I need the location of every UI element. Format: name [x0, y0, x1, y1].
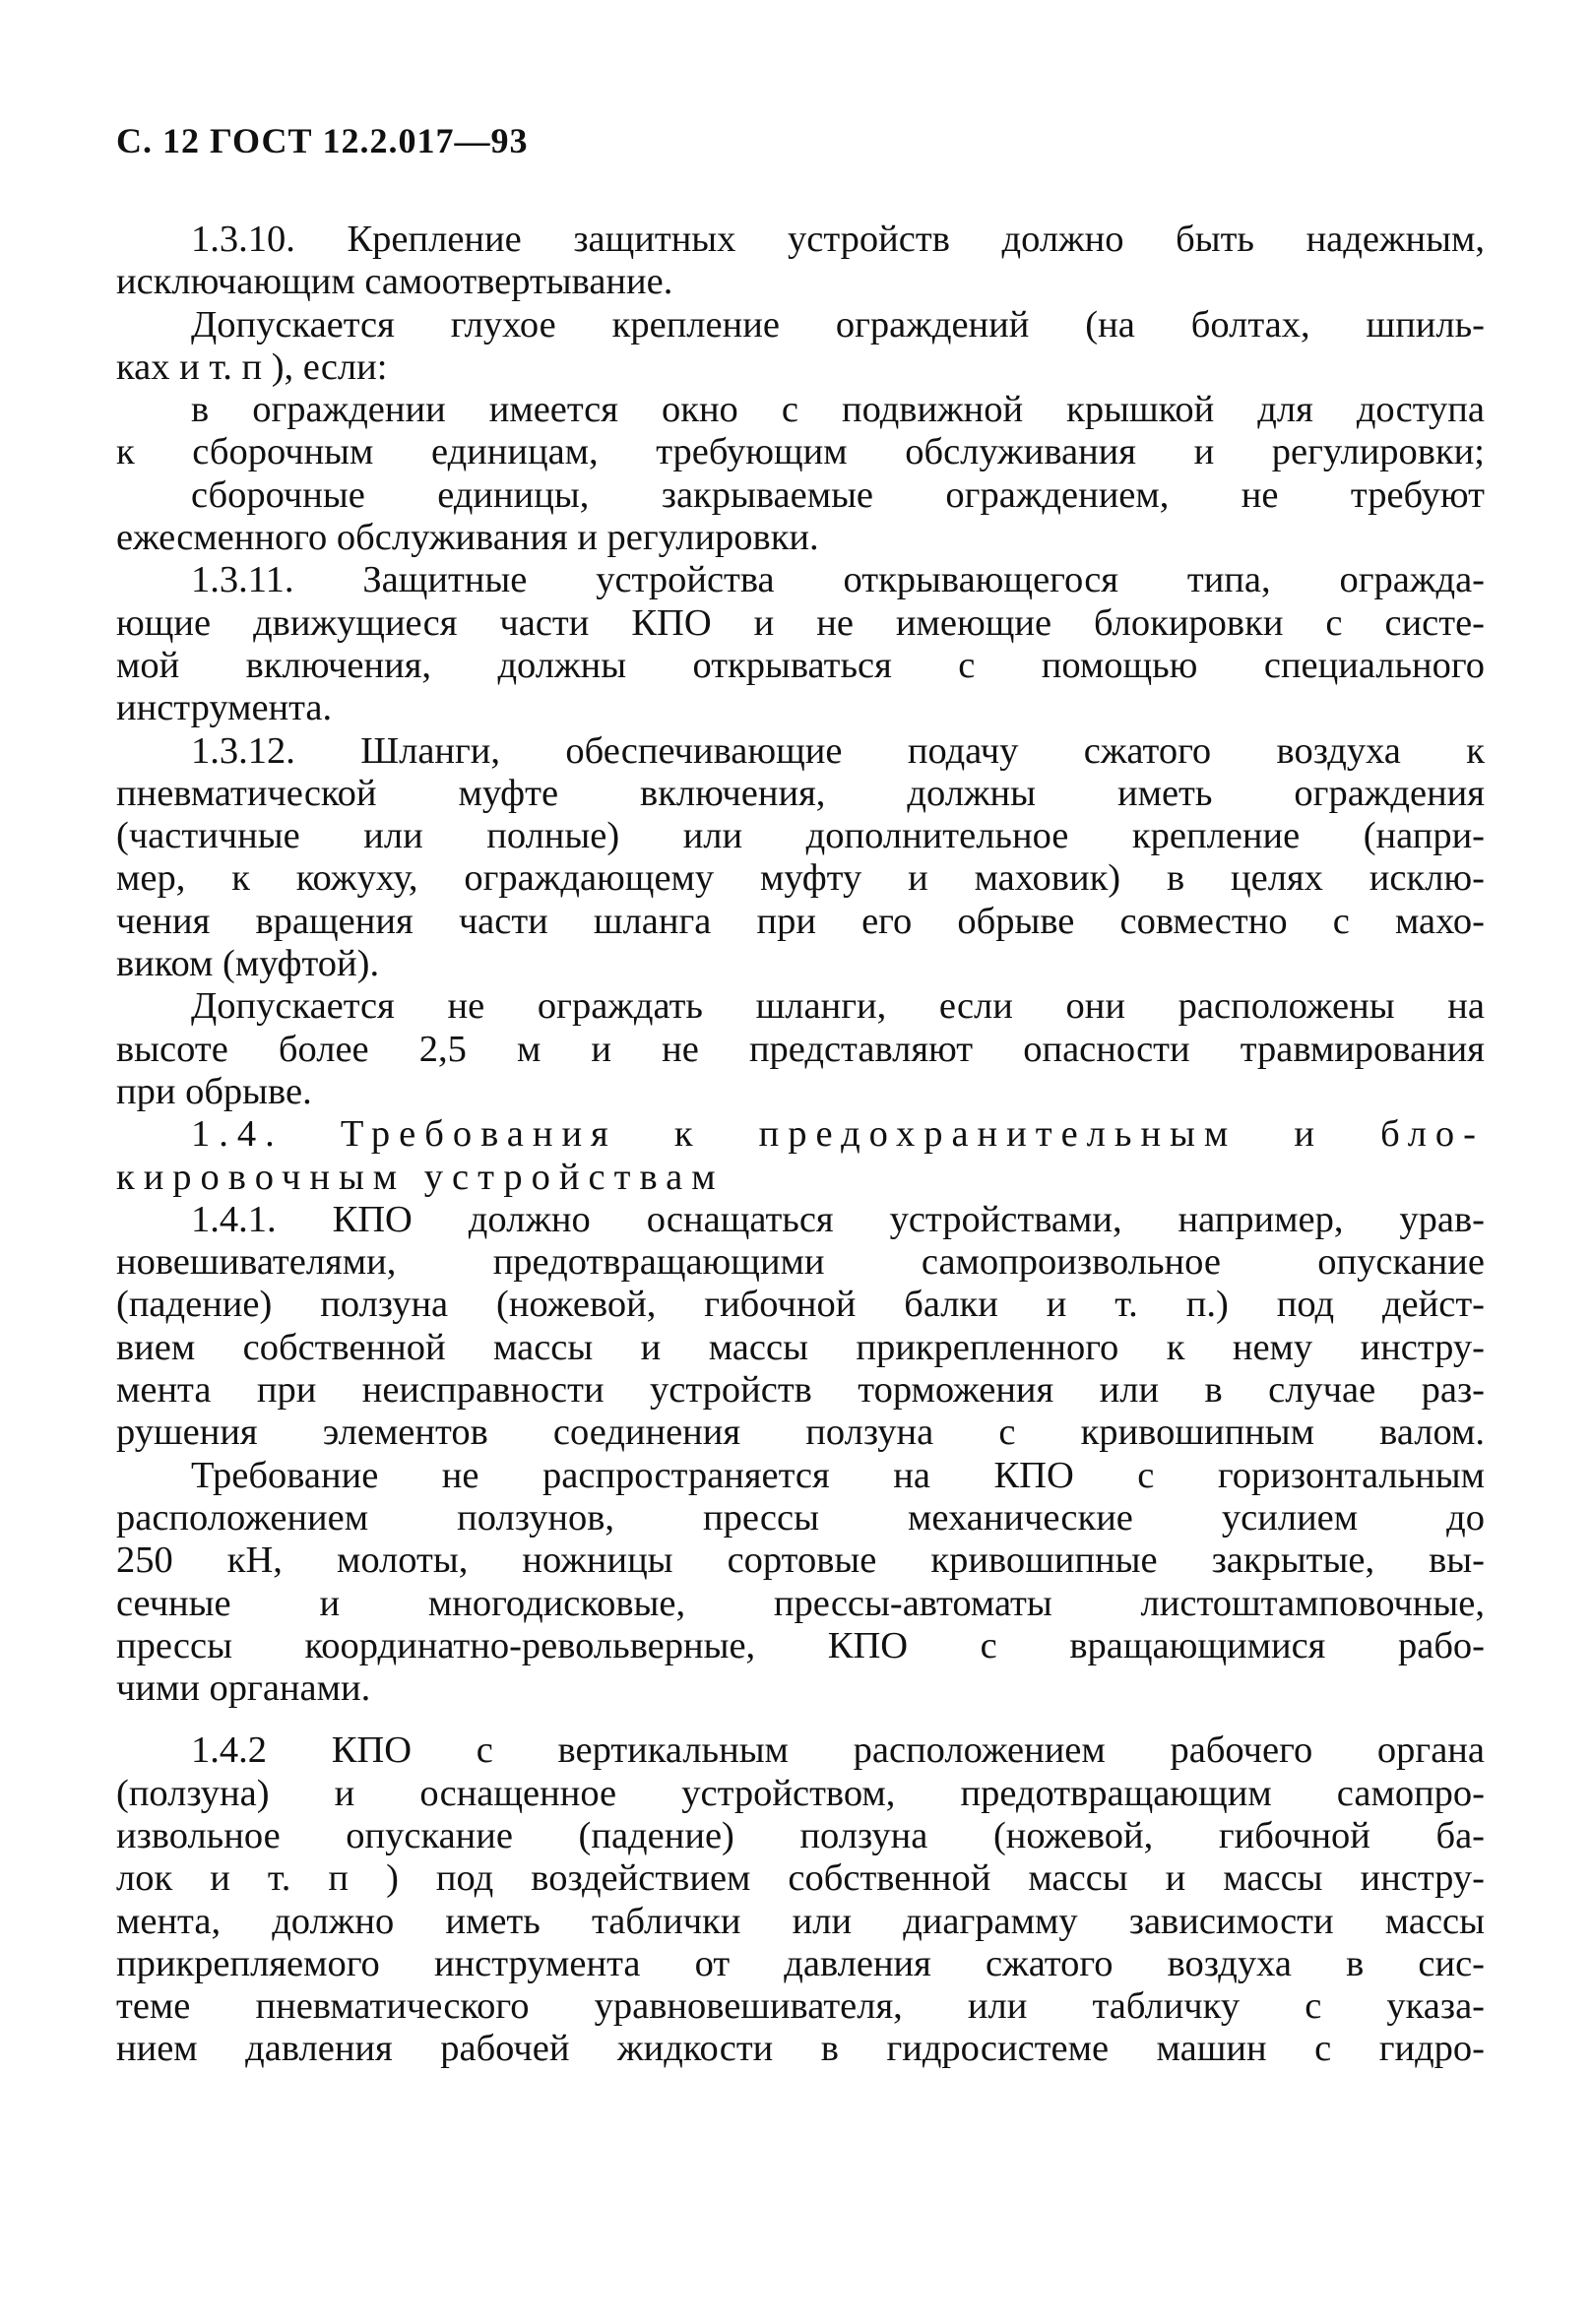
text-line: чими органами.: [116, 1667, 371, 1710]
text-line: новешивателями, предотвращающими самопроизвольное опускание: [116, 1241, 1485, 1284]
text-line: мента при неисправности устройств торможения или в случае раз-: [116, 1369, 1485, 1412]
text-line: (частичные или полные) или дополнительное крепление (напри-: [116, 815, 1485, 857]
text-line: 1.3.12. Шланги, обеспечивающие подачу сжатого воздуха к: [191, 729, 1485, 772]
text-line: Допускается глухое крепление ограждений (на болтах, шпиль-: [191, 303, 1485, 345]
text-line: теме пневматического уравновешивателя, или табличку с указа-: [116, 1985, 1485, 2028]
text-line: расположением ползунов, прессы механические усилием до: [116, 1496, 1485, 1539]
text-line: лок и т. п ) под воздействием собственной массы и массы инстру-: [116, 1857, 1485, 1900]
text-line: (падение) ползуна (ножевой, гибочной балки и т. п.) под дейст-: [116, 1284, 1485, 1326]
text-line: виком (муфтой).: [116, 943, 380, 985]
text-line: исключающим самоотвертывание.: [116, 261, 673, 303]
text-line: к сборочным единицам, требующим обслуживания и регулировки;: [116, 431, 1485, 473]
text-line: 1.4.1. КПО должно оснащаться устройствами, например, урав-: [191, 1198, 1485, 1240]
text-line: чения вращения части шланга при его обрыве совместно с махо-: [116, 900, 1485, 942]
text-line: высоте более 2,5 м и не представляют опасности травмирования: [116, 1028, 1485, 1070]
paragraph-gap: [116, 1710, 1485, 1729]
text-line: 1.4. Требования к предохранительным и бло-: [191, 1113, 1485, 1156]
text-line: мой включения, должны открываться с помощью специального: [116, 644, 1485, 686]
text-line: 1.3.11. Защитные устройства открывающегося типа, огражда-: [191, 559, 1485, 601]
text-line: 1.3.10. Крепление защитных устройств должно быть надежным,: [191, 219, 1485, 260]
text-line: нием давления рабочей жидкости в гидросистеме машин с гидро-: [116, 2028, 1485, 2070]
text-line: кировочным устройствам: [116, 1156, 725, 1198]
text-line: мер, к кожуху, ограждающему муфту и маховик) в целях исклю-: [116, 857, 1485, 900]
text-line: вием собственной массы и массы прикрепленного к нему инстру-: [116, 1326, 1485, 1368]
text-line: инструмента.: [116, 687, 333, 729]
text-line: в ограждении имеется окно с подвижной крышкой для доступа: [191, 389, 1485, 431]
text-line: 1.4.2 КПО с вертикальным расположением рабочего органа: [191, 1729, 1485, 1772]
page-header: С. 12 ГОСТ 12.2.017—93: [116, 121, 529, 160]
text-line: Требование не распространяется на КПО с горизонтальным: [191, 1454, 1485, 1496]
document-body: [116, 219, 1485, 2071]
text-line: ежесменного обслуживания и регулировки.: [116, 517, 819, 559]
text-line: сборочные единицы, закрываемые ограждением, не требуют: [191, 473, 1485, 516]
text-line: ющие движущиеся части КПО и не имеющие блокировки с систе-: [116, 601, 1485, 644]
text-line: рушения элементов соединения ползуна с кривошипным валом.: [116, 1412, 1485, 1454]
text-line: мента, должно иметь таблички или диаграмму зависимости массы: [116, 1900, 1485, 1942]
text-line: (ползуна) и оснащенное устройством, предотвращающим самопро-: [116, 1772, 1485, 1814]
text-line: извольное опускание (падение) ползуна (ножевой, гибочной ба-: [116, 1814, 1485, 1856]
text-line: Допускается не ограждать шланги, если они расположены на: [191, 985, 1485, 1028]
text-line: 250 кН, молоты, ножницы сортовые кривошипные закрытые, вы-: [116, 1539, 1485, 1582]
text-line: сечные и многодисковые, прессы-автоматы листоштамповочные,: [116, 1582, 1485, 1624]
text-line: ках и т. п ), если:: [116, 345, 388, 388]
text-line: пневматической муфте включения, должны иметь ограждения: [116, 772, 1485, 814]
text-line: прикрепляемого инструмента от давления сжатого воздуха в сис-: [116, 1942, 1485, 1984]
text-line: прессы координатно-револьверные, КПО с вращающимися рабо-: [116, 1624, 1485, 1666]
text-line: при обрыве.: [116, 1070, 312, 1112]
